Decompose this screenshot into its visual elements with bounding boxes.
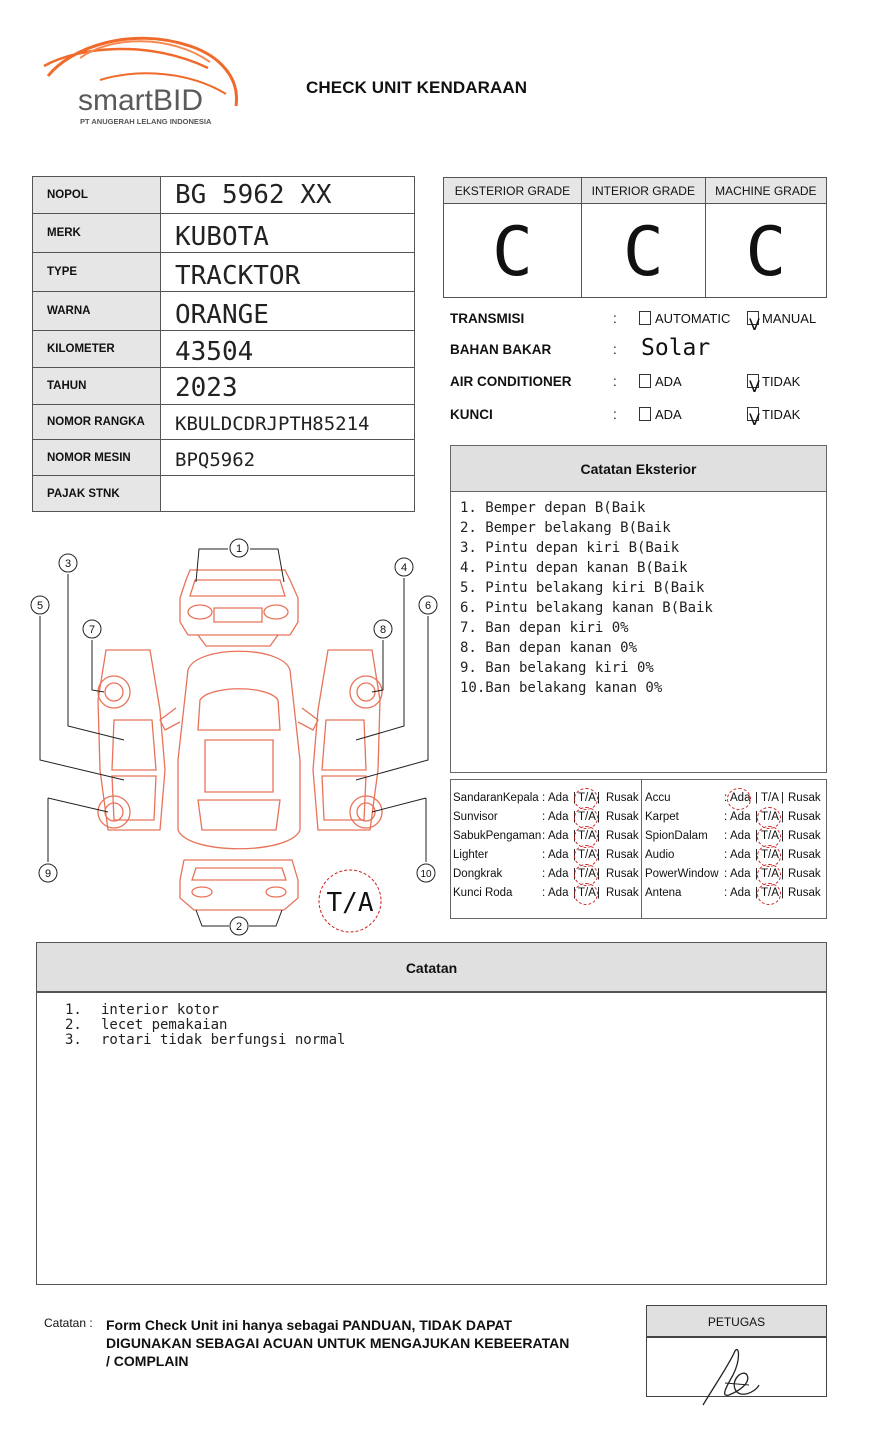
transmisi-colon: : — [613, 311, 617, 326]
marker-label: 7 — [88, 624, 96, 636]
accessory-colon: : — [724, 849, 728, 861]
value-nopol: BG 5962 XX — [161, 177, 415, 214]
label-nopol: NOPOL — [33, 177, 161, 214]
option-rusak[interactable]: Rusak — [788, 792, 821, 804]
note-number: 3. — [65, 1032, 82, 1048]
page-title: CHECK UNIT KENDARAAN — [306, 78, 528, 97]
accessory-name: Karpet — [645, 811, 679, 823]
option-separator: | — [755, 830, 758, 842]
list-item: 9. Ban belakang kiri 0% — [460, 660, 654, 676]
notes-list — [65, 1003, 345, 1048]
accessory-name: Sunvisor — [453, 811, 498, 823]
accessory-colon: : — [542, 830, 546, 842]
option-rusak[interactable]: Rusak — [788, 830, 821, 842]
option-ada[interactable]: Ada — [548, 830, 569, 842]
row-kilometer — [33, 331, 415, 368]
manual-check-mark: V — [749, 315, 760, 334]
bahan-bakar-value: Solar — [641, 335, 711, 361]
option-ada[interactable]: Ada — [548, 887, 569, 899]
exterior-grade-label: EKSTERIOR GRADE — [444, 178, 582, 204]
value-kilometer: 43504 — [161, 331, 415, 368]
option-separator: | — [781, 849, 784, 861]
list-item: 4. Pintu depan kanan B(Baik — [460, 560, 688, 576]
note-number: 1. — [65, 1002, 82, 1018]
accessory-colon: : — [724, 868, 728, 880]
manual-label: MANUAL — [762, 311, 817, 326]
option-separator: | — [597, 792, 600, 804]
option-ada[interactable]: Ada — [548, 849, 569, 861]
interior-grade-value: C — [581, 204, 705, 298]
option-ada[interactable]: Ada — [548, 811, 569, 823]
option-ada[interactable]: Ada — [548, 792, 569, 804]
option-separator: | — [781, 811, 784, 823]
option-ta[interactable]: T/A — [761, 811, 779, 823]
kunci-colon: : — [613, 407, 617, 422]
row-nomor-rangka — [33, 405, 415, 440]
option-separator: | — [755, 887, 758, 899]
row-nopol — [33, 177, 415, 214]
kunci-ada-checkbox[interactable] — [639, 407, 651, 421]
accessory-name: SpionDalam — [645, 830, 708, 842]
label-nomor-rangka: NOMOR RANGKA — [33, 405, 161, 440]
marker-lines — [40, 549, 428, 926]
option-ada[interactable]: Ada — [548, 868, 569, 880]
option-separator: | — [781, 868, 784, 880]
row-warna — [33, 292, 415, 331]
accessory-name: Antena — [645, 887, 682, 899]
accessory-name: PowerWindow — [645, 868, 719, 880]
option-separator: | — [755, 811, 758, 823]
option-separator: | — [755, 792, 758, 804]
list-item: 10.Ban belakang kanan 0% — [460, 680, 663, 696]
option-separator: | — [755, 868, 758, 880]
option-separator: | — [573, 868, 576, 880]
option-ada[interactable]: Ada — [730, 811, 751, 823]
signature-icon — [695, 1345, 765, 1410]
list-item: 7. Ban depan kiri 0% — [460, 620, 629, 636]
ac-ada-checkbox[interactable] — [639, 374, 651, 388]
option-separator: | — [781, 792, 784, 804]
ac-ada-label: ADA — [655, 374, 682, 389]
accessory-colon: : — [724, 830, 728, 842]
option-rusak[interactable]: Rusak — [606, 811, 639, 823]
accessory-colon: : — [542, 868, 546, 880]
option-ada[interactable]: Ada — [730, 792, 751, 804]
machine-grade-label: MACHINE GRADE — [705, 178, 826, 204]
kunci-ada-label: ADA — [655, 407, 682, 422]
value-nomor-mesin: BPQ5962 — [161, 440, 415, 476]
officer-label: PETUGAS — [647, 1306, 826, 1338]
row-nomor-mesin — [33, 440, 415, 476]
accessories-divider — [641, 780, 642, 918]
label-warna: WARNA — [33, 292, 161, 331]
label-pajak-stnk: PAJAK STNK — [33, 476, 161, 512]
notes-panel — [36, 942, 827, 1285]
brand-logo — [40, 28, 245, 133]
accessory-name: Lighter — [453, 849, 489, 861]
ac-colon: : — [613, 374, 617, 389]
marker-label: 10 — [420, 869, 432, 880]
list-item: 8. Ban depan kanan 0% — [460, 640, 638, 656]
option-separator: | — [573, 849, 576, 861]
option-rusak[interactable]: Rusak — [788, 887, 821, 899]
selected-option-circle — [727, 788, 751, 810]
accessory-name: SabukPengaman — [453, 830, 542, 842]
note-text: rotari tidak berfungsi normal — [101, 1032, 346, 1048]
kunci-label: KUNCI — [450, 407, 493, 422]
label-kilometer: KILOMETER — [33, 331, 161, 368]
option-separator: | — [573, 830, 576, 842]
option-rusak[interactable]: Rusak — [606, 868, 639, 880]
marker-label: 3 — [64, 558, 72, 570]
row-merk — [33, 214, 415, 253]
option-rusak[interactable]: Rusak — [606, 887, 639, 899]
option-separator: | — [781, 830, 784, 842]
accessory-colon: : — [724, 887, 728, 899]
option-ta[interactable]: T/A — [578, 887, 596, 899]
bahan-bakar-label: BAHAN BAKAR — [450, 342, 552, 357]
machine-grade-value: C — [705, 204, 826, 298]
label-nomor-mesin: NOMOR MESIN — [33, 440, 161, 476]
accessory-colon: : — [542, 849, 546, 861]
option-separator: | — [597, 830, 600, 842]
value-merk: KUBOTA — [161, 214, 415, 253]
value-nomor-rangka: KBULDCDRJPTH85214 — [161, 405, 415, 440]
row-tahun — [33, 368, 415, 405]
transmisi-label: TRANSMISI — [450, 311, 525, 326]
value-type: TRACKTOR — [161, 253, 415, 292]
option-separator: | — [597, 868, 600, 880]
note-text: lecet pemakaian — [101, 1017, 228, 1033]
marker-label: 2 — [235, 921, 243, 933]
kunci-tidak-label: TIDAK — [762, 407, 801, 422]
option-rusak[interactable]: Rusak — [788, 849, 821, 861]
brand-name: smartBID — [78, 84, 204, 117]
option-ta[interactable]: T/A — [761, 887, 779, 899]
footer-disclaimer: Form Check Unit ini hanya sebagai PANDUAN, TIDAK DAPAT DIGUNAKAN SEBAGAI ACUAN UNTUK MENGAJUKAN KEBEERATAN / COMPLAIN — [106, 1317, 570, 1369]
list-item: 5. Pintu belakang kiri B(Baik — [460, 580, 705, 596]
option-separator: | — [597, 811, 600, 823]
automatic-checkbox[interactable] — [639, 311, 651, 325]
list-item: 3. Pintu depan kiri B(Baik — [460, 540, 680, 556]
selected-option-circle — [757, 883, 781, 905]
option-separator: | — [573, 811, 576, 823]
option-ta[interactable]: T/A — [761, 849, 779, 861]
option-ta[interactable]: T/A — [578, 868, 596, 880]
option-ada[interactable]: Ada — [730, 830, 751, 842]
exterior-notes-list — [460, 498, 713, 698]
option-rusak[interactable]: Rusak — [788, 868, 821, 880]
stamp-text: T/A — [326, 888, 374, 918]
marker-label: 8 — [379, 624, 387, 636]
row-pajak-stnk — [33, 476, 415, 512]
option-separator: | — [755, 849, 758, 861]
marker-label: 4 — [400, 562, 408, 574]
option-rusak[interactable]: Rusak — [606, 792, 639, 804]
exterior-grade-value: C — [444, 204, 582, 298]
option-rusak[interactable]: Rusak — [606, 830, 639, 842]
accessory-name: Dongkrak — [453, 868, 503, 880]
marker-label: 5 — [36, 600, 44, 612]
list-item: 1. Bemper depan B(Baik — [460, 500, 646, 516]
list-item: 6. Pintu belakang kanan B(Baik — [460, 600, 713, 616]
marker-circles — [31, 539, 437, 935]
list-item — [65, 1018, 345, 1033]
option-ada[interactable]: Ada — [730, 868, 751, 880]
option-ada[interactable]: Ada — [730, 849, 751, 861]
option-ta[interactable]: T/A — [761, 792, 779, 804]
label-merk: MERK — [33, 214, 161, 253]
brand-tagline: PT ANUGERAH LELANG INDONESIA — [80, 117, 212, 126]
vehicle-info-table — [32, 176, 415, 512]
option-separator: | — [573, 887, 576, 899]
accessory-colon: : — [542, 792, 546, 804]
marker-label: 1 — [235, 543, 243, 555]
accessory-colon: : — [542, 811, 546, 823]
marker-label: 6 — [424, 600, 432, 612]
marker-labels — [37, 543, 432, 933]
row-type — [33, 253, 415, 292]
option-ta[interactable]: T/A — [761, 830, 779, 842]
car-outline — [98, 570, 382, 910]
option-separator: | — [573, 792, 576, 804]
kunci-tidak-check-mark: V — [749, 410, 760, 429]
ac-tidak-label: TIDAK — [762, 374, 801, 389]
label-tahun: TAHUN — [33, 368, 161, 405]
option-ta[interactable]: T/A — [578, 830, 596, 842]
option-ta[interactable]: T/A — [578, 792, 596, 804]
option-ta[interactable]: T/A — [761, 868, 779, 880]
accessory-name: Audio — [645, 849, 675, 861]
accessory-colon: : — [542, 887, 546, 899]
exterior-notes-panel — [450, 445, 827, 773]
automatic-label: AUTOMATIC — [655, 311, 731, 326]
accessory-colon: : — [724, 792, 728, 804]
bahan-bakar-colon: : — [613, 342, 617, 357]
notes-title: Catatan — [37, 943, 826, 993]
grade-table — [443, 177, 827, 298]
label-type: TYPE — [33, 253, 161, 292]
list-item — [65, 1003, 345, 1018]
value-pajak-stnk — [161, 476, 415, 512]
footer-label: Catatan : — [44, 1316, 93, 1330]
option-separator: | — [597, 887, 600, 899]
value-warna: ORANGE — [161, 292, 415, 331]
interior-grade-label: INTERIOR GRADE — [581, 178, 705, 204]
accessory-colon: : — [724, 811, 728, 823]
option-rusak[interactable]: Rusak — [788, 811, 821, 823]
list-item — [65, 1033, 345, 1048]
value-tahun: 2023 — [161, 368, 415, 405]
accessory-name: Kunci Roda — [453, 887, 513, 899]
option-ta[interactable]: T/A — [578, 849, 596, 861]
exterior-notes-title: Catatan Eksterior — [451, 446, 826, 492]
accessory-name: Accu — [645, 792, 671, 804]
option-ta[interactable]: T/A — [578, 811, 596, 823]
list-item: 2. Bemper belakang B(Baik — [460, 520, 671, 536]
vehicle-damage-diagram — [0, 530, 445, 940]
accessory-name: SandaranKepala — [453, 792, 539, 804]
option-separator: | — [781, 887, 784, 899]
selected-option-circle — [574, 883, 598, 905]
option-rusak[interactable]: Rusak — [606, 849, 639, 861]
ac-label: AIR CONDITIONER — [450, 374, 572, 389]
note-text: interior kotor — [101, 1002, 220, 1018]
ac-tidak-check-mark: V — [749, 377, 760, 396]
option-separator: | — [597, 849, 600, 861]
marker-label: 9 — [44, 868, 52, 880]
note-number: 2. — [65, 1017, 82, 1033]
option-ada[interactable]: Ada — [730, 887, 751, 899]
